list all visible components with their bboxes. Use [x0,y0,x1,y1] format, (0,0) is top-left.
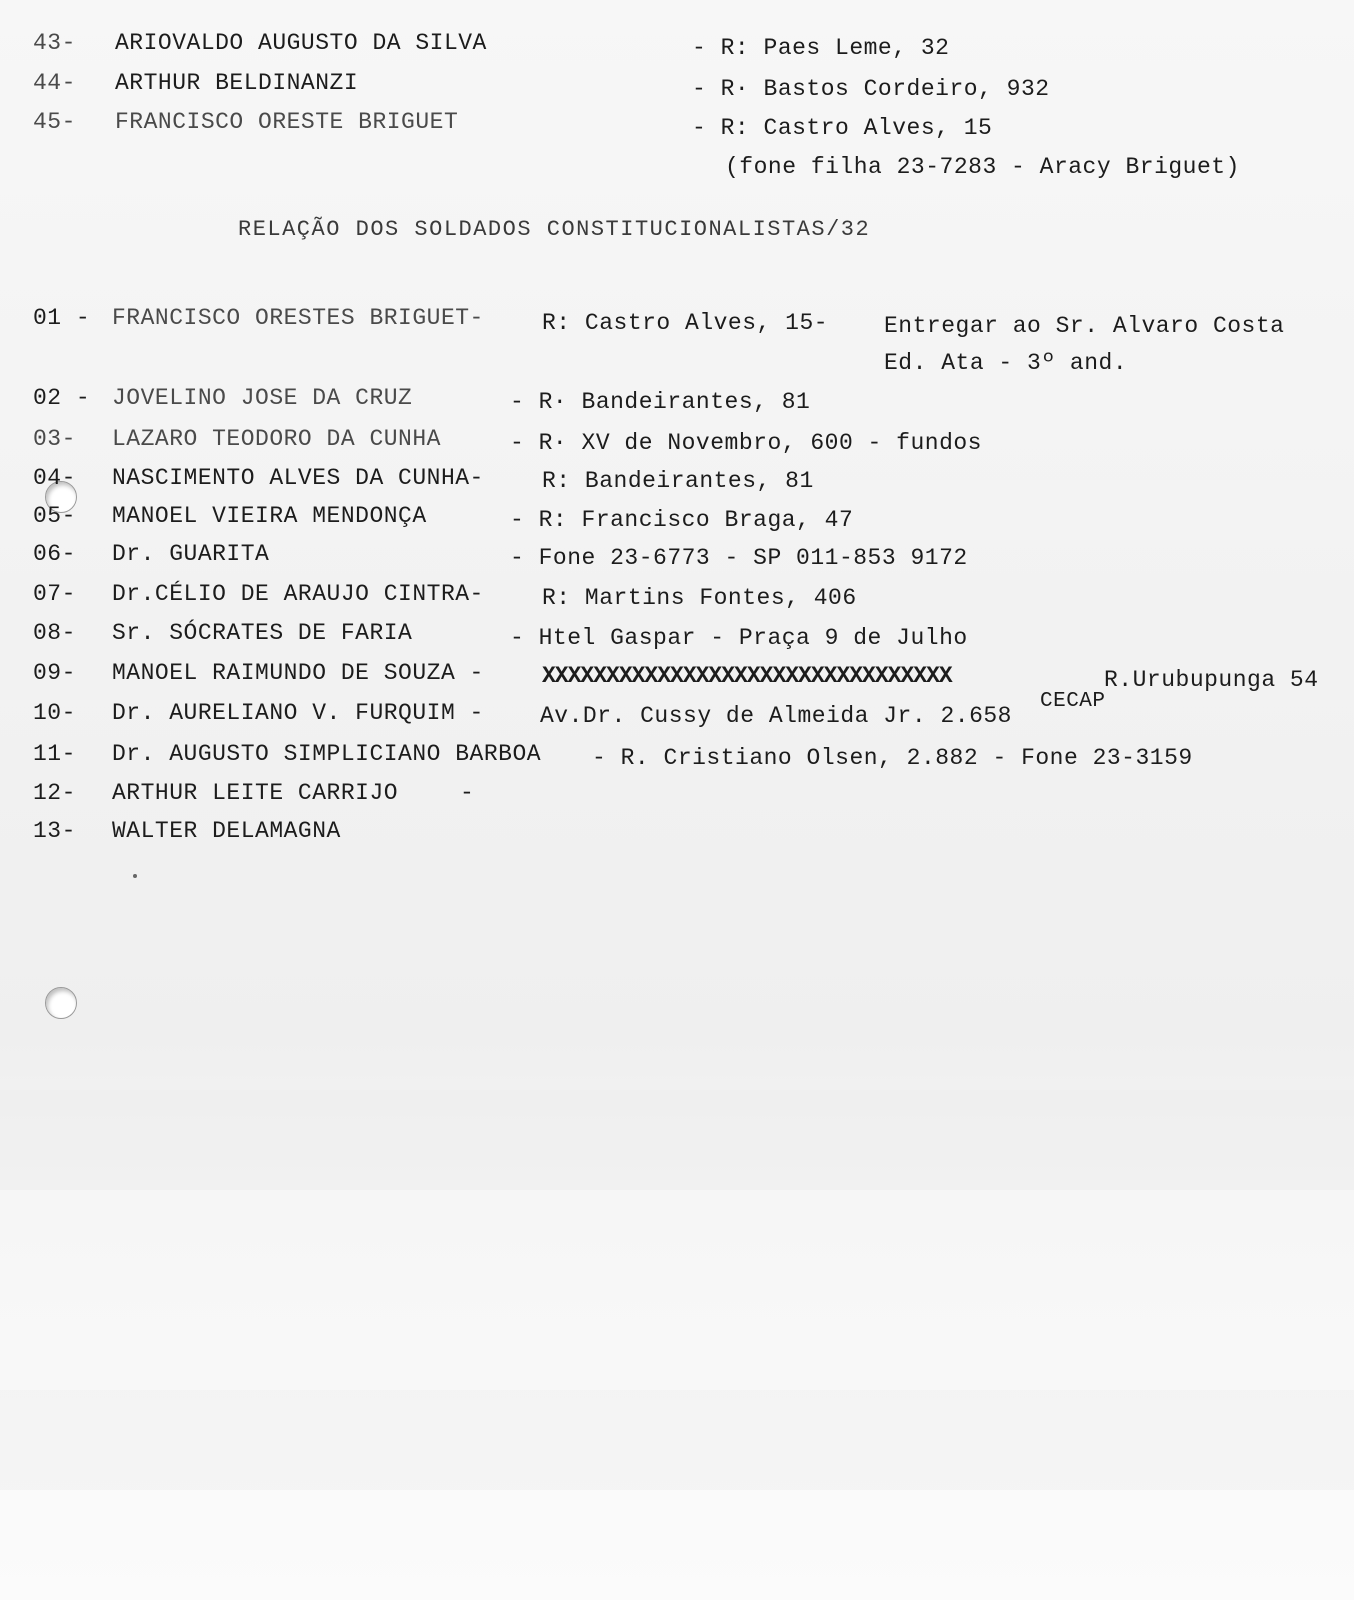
entry-number: 45- [33,109,76,135]
entry-address: R: Martins Fontes, 406 [542,585,857,611]
entry-number: 06- [33,541,76,567]
entry-name: MANOEL VIEIRA MENDONÇA [112,503,427,529]
entry-name: Dr.CÉLIO DE ARAUJO CINTRA- [112,581,484,607]
entry-number: 05- [33,503,76,529]
scan-shade-band [0,1090,1354,1190]
entry-address: - Fone 23-6773 - SP 011-853 9172 [510,545,968,571]
scan-shade-band [0,1390,1354,1490]
entry-name: NASCIMENTO ALVES DA CUNHA- [112,465,484,491]
entry-address: - R: Francisco Braga, 47 [510,507,854,533]
entry-address: R: Bandeirantes, 81 [542,468,814,494]
entry-address: Av.Dr. Cussy de Almeida Jr. 2.658 [540,703,1012,729]
entry-number: 09- [33,660,76,686]
entry-note: (fone filha 23-7283 - Aracy Briguet) [725,154,1240,180]
entry-number: 10- [33,700,76,726]
entry-address: - R· XV de Novembro, 600 - fundos [510,430,982,456]
entry-name: MANOEL RAIMUNDO DE SOUZA - [112,660,484,686]
entry-number: 03- [33,426,76,452]
entry-name: Dr. GUARITA [112,541,270,567]
entry-number: 02 - [33,385,91,411]
entry-name: JOVELINO JOSE DA CRUZ [112,385,413,411]
entry-address: - R. Cristiano Olsen, 2.882 - Fone 23-3159 [592,745,1193,771]
entry-name: ARTHUR BELDINANZI [115,70,359,96]
document-title: RELAÇÃO DOS SOLDADOS CONSTITUCIONALISTAS/32 [238,217,871,242]
entry-name: ARTHUR LEITE CARRIJO [112,780,399,806]
entry-number: 07- [33,581,76,607]
entry-address: - R: Castro Alves, 15 [692,115,993,141]
entry-extra: R.Urubupunga 54 [1104,667,1319,693]
entry-name: FRANCISCO ORESTES BRIGUET- [112,305,484,331]
entry-extra: Entregar ao Sr. Alvaro Costa [884,313,1285,339]
entry-address: R: Castro Alves, 15- [542,310,829,336]
entry-extra-line2: Ed. Ata - 3º and. [884,350,1128,376]
entry-address: - [460,780,475,806]
entry-address: - Htel Gaspar - Praça 9 de Julho [510,625,968,651]
entry-number: 04- [33,465,76,491]
entry-name: LAZARO TEODORO DA CUNHA [112,426,441,452]
entry-number: 01 - [33,305,91,331]
entry-name: WALTER DELAMAGNA [112,818,341,844]
entry-name: Dr. AUGUSTO SIMPLICIANO BARBOA [112,741,542,767]
entry-name: Sr. SÓCRATES DE FARIA [112,620,413,646]
entry-name: Dr. AURELIANO V. FURQUIM - [112,700,484,726]
ink-speck [133,874,137,878]
struck-out-text: XXXXXXXXXXXXXXXXXXXXXXXXXXXXXXXX [542,663,952,689]
punch-hole [45,987,77,1019]
entry-number: 43- [33,30,76,56]
entry-number: 13- [33,818,76,844]
entry-address: - R· Bastos Cordeiro, 932 [692,76,1050,102]
entry-name: ARIOVALDO AUGUSTO DA SILVA [115,30,487,56]
entry-name: FRANCISCO ORESTE BRIGUET [115,109,459,135]
entry-address: - R: Paes Leme, 32 [692,35,950,61]
entry-address: - R· Bandeirantes, 81 [510,389,811,415]
entry-number: 11- [33,741,76,767]
entry-number: 08- [33,620,76,646]
entry-number: 12- [33,780,76,806]
entry-extra: CECAP [1040,690,1106,713]
entry-number: 44- [33,70,76,96]
